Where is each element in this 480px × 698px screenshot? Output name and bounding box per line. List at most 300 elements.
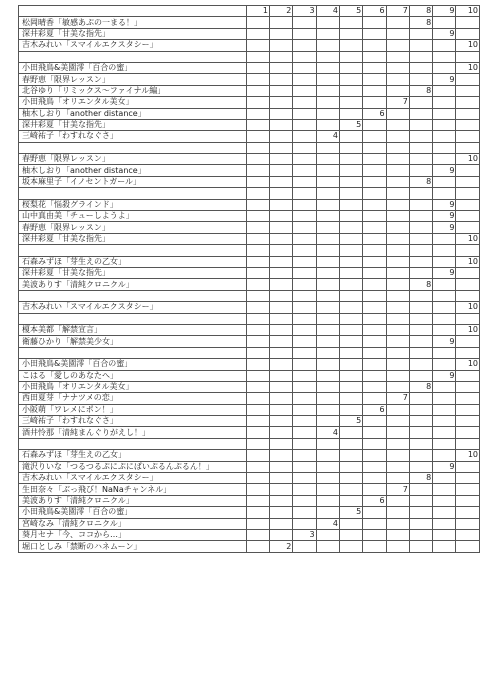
empty-cell[interactable]	[386, 347, 409, 358]
empty-cell[interactable]	[316, 370, 339, 381]
score-cell[interactable]: 5	[339, 119, 362, 130]
header-col-1[interactable]: 1	[246, 6, 269, 17]
empty-cell[interactable]	[363, 381, 386, 392]
empty-cell[interactable]	[316, 165, 339, 176]
empty-cell[interactable]	[316, 438, 339, 449]
empty-cell[interactable]	[293, 199, 316, 210]
header-col-4[interactable]: 4	[316, 6, 339, 17]
empty-cell[interactable]	[293, 507, 316, 518]
entry-name-cell[interactable]: 衛藤ひかり「解禁美少女」	[19, 336, 247, 347]
empty-cell[interactable]	[339, 404, 362, 415]
empty-cell[interactable]	[409, 541, 432, 552]
entry-name-cell[interactable]	[19, 245, 247, 256]
empty-cell[interactable]	[409, 108, 432, 119]
empty-cell[interactable]	[456, 165, 480, 176]
score-cell[interactable]: 9	[433, 211, 456, 222]
empty-cell[interactable]	[363, 359, 386, 370]
empty-cell[interactable]	[293, 324, 316, 335]
empty-cell[interactable]	[293, 154, 316, 165]
empty-cell[interactable]	[246, 222, 269, 233]
empty-cell[interactable]	[293, 541, 316, 552]
empty-cell[interactable]	[433, 245, 456, 256]
empty-cell[interactable]	[363, 484, 386, 495]
empty-cell[interactable]	[433, 119, 456, 130]
empty-cell[interactable]	[363, 142, 386, 153]
entry-name-cell[interactable]: 桜梨花「悩殺グラインド」	[19, 199, 247, 210]
empty-cell[interactable]	[339, 359, 362, 370]
empty-cell[interactable]	[293, 438, 316, 449]
empty-cell[interactable]	[433, 142, 456, 153]
empty-cell[interactable]	[246, 438, 269, 449]
empty-cell[interactable]	[293, 290, 316, 301]
empty-cell[interactable]	[433, 233, 456, 244]
empty-cell[interactable]	[433, 97, 456, 108]
entry-name-cell[interactable]: 深井彩夏「甘美な指先」	[19, 267, 247, 278]
empty-cell[interactable]	[363, 188, 386, 199]
entry-name-cell[interactable]: 小阪萌「ワレメにポン！」	[19, 404, 247, 415]
empty-cell[interactable]	[456, 404, 480, 415]
empty-cell[interactable]	[293, 165, 316, 176]
empty-cell[interactable]	[363, 165, 386, 176]
score-cell[interactable]: 5	[339, 507, 362, 518]
empty-cell[interactable]	[293, 142, 316, 153]
empty-cell[interactable]	[386, 324, 409, 335]
entry-name-cell[interactable]: 深井彩夏「甘美な指先」	[19, 119, 247, 130]
empty-cell[interactable]	[269, 404, 292, 415]
empty-cell[interactable]	[363, 427, 386, 438]
entry-name-cell[interactable]: 北谷ゆり「リミックス～ファイナル編」	[19, 85, 247, 96]
empty-cell[interactable]	[409, 97, 432, 108]
empty-cell[interactable]	[433, 529, 456, 540]
empty-cell[interactable]	[456, 427, 480, 438]
empty-cell[interactable]	[433, 541, 456, 552]
empty-cell[interactable]	[409, 245, 432, 256]
score-cell[interactable]: 9	[433, 222, 456, 233]
empty-cell[interactable]	[316, 324, 339, 335]
empty-cell[interactable]	[409, 518, 432, 529]
empty-cell[interactable]	[386, 108, 409, 119]
score-cell[interactable]: 2	[269, 541, 292, 552]
empty-cell[interactable]	[409, 370, 432, 381]
empty-cell[interactable]	[269, 211, 292, 222]
score-cell[interactable]: 5	[339, 416, 362, 427]
empty-cell[interactable]	[269, 438, 292, 449]
header-col-3[interactable]: 3	[293, 6, 316, 17]
empty-cell[interactable]	[456, 541, 480, 552]
empty-cell[interactable]	[246, 302, 269, 313]
empty-cell[interactable]	[316, 347, 339, 358]
empty-cell[interactable]	[409, 165, 432, 176]
empty-cell[interactable]	[409, 529, 432, 540]
empty-cell[interactable]	[386, 74, 409, 85]
empty-cell[interactable]	[293, 17, 316, 28]
empty-cell[interactable]	[386, 313, 409, 324]
empty-cell[interactable]	[293, 279, 316, 290]
empty-cell[interactable]	[339, 336, 362, 347]
empty-cell[interactable]	[386, 302, 409, 313]
empty-cell[interactable]	[269, 359, 292, 370]
header-name-cell[interactable]	[19, 6, 247, 17]
empty-cell[interactable]	[269, 51, 292, 62]
empty-cell[interactable]	[246, 484, 269, 495]
empty-cell[interactable]	[409, 28, 432, 39]
entry-name-cell[interactable]: 西田夏芽「ナナツメの恋」	[19, 393, 247, 404]
entry-name-cell[interactable]: 春野恵「限界レッスン」	[19, 222, 247, 233]
empty-cell[interactable]	[363, 17, 386, 28]
empty-cell[interactable]	[456, 188, 480, 199]
empty-cell[interactable]	[293, 176, 316, 187]
score-cell[interactable]: 10	[456, 154, 480, 165]
empty-cell[interactable]	[363, 233, 386, 244]
empty-cell[interactable]	[316, 142, 339, 153]
entry-name-cell[interactable]: 堀口としみ「禁断のハネムーン」	[19, 541, 247, 552]
empty-cell[interactable]	[363, 40, 386, 51]
empty-cell[interactable]	[246, 381, 269, 392]
empty-cell[interactable]	[386, 279, 409, 290]
empty-cell[interactable]	[433, 17, 456, 28]
empty-cell[interactable]	[269, 518, 292, 529]
empty-cell[interactable]	[433, 427, 456, 438]
empty-cell[interactable]	[246, 28, 269, 39]
empty-cell[interactable]	[293, 188, 316, 199]
empty-cell[interactable]	[386, 359, 409, 370]
empty-cell[interactable]	[339, 324, 362, 335]
empty-cell[interactable]	[363, 279, 386, 290]
empty-cell[interactable]	[246, 199, 269, 210]
empty-cell[interactable]	[246, 347, 269, 358]
empty-cell[interactable]	[293, 370, 316, 381]
empty-cell[interactable]	[316, 404, 339, 415]
empty-cell[interactable]	[363, 222, 386, 233]
empty-cell[interactable]	[409, 290, 432, 301]
empty-cell[interactable]	[339, 211, 362, 222]
empty-cell[interactable]	[363, 336, 386, 347]
empty-cell[interactable]	[293, 222, 316, 233]
empty-cell[interactable]	[339, 529, 362, 540]
empty-cell[interactable]	[246, 518, 269, 529]
empty-cell[interactable]	[456, 290, 480, 301]
empty-cell[interactable]	[293, 302, 316, 313]
header-col-9[interactable]: 9	[433, 6, 456, 17]
score-cell[interactable]: 8	[409, 381, 432, 392]
empty-cell[interactable]	[456, 473, 480, 484]
empty-cell[interactable]	[293, 404, 316, 415]
empty-cell[interactable]	[293, 74, 316, 85]
entry-name-cell[interactable]: 三崎祐子「わすれなぐさ」	[19, 416, 247, 427]
empty-cell[interactable]	[269, 199, 292, 210]
entry-name-cell[interactable]: 美波ありす「清純クロニクル」	[19, 279, 247, 290]
empty-cell[interactable]	[386, 176, 409, 187]
empty-cell[interactable]	[433, 51, 456, 62]
empty-cell[interactable]	[409, 51, 432, 62]
empty-cell[interactable]	[316, 416, 339, 427]
empty-cell[interactable]	[456, 222, 480, 233]
empty-cell[interactable]	[433, 131, 456, 142]
score-cell[interactable]: 4	[316, 427, 339, 438]
empty-cell[interactable]	[433, 279, 456, 290]
empty-cell[interactable]	[409, 222, 432, 233]
score-cell[interactable]: 8	[409, 279, 432, 290]
entry-name-cell[interactable]: 葵月セナ「今、ココから…」	[19, 529, 247, 540]
score-cell[interactable]: 7	[386, 97, 409, 108]
empty-cell[interactable]	[409, 359, 432, 370]
empty-cell[interactable]	[386, 438, 409, 449]
empty-cell[interactable]	[293, 416, 316, 427]
entry-name-cell[interactable]: 小田飛鳥&美園澪「百合の蜜」	[19, 62, 247, 73]
empty-cell[interactable]	[386, 165, 409, 176]
empty-cell[interactable]	[433, 450, 456, 461]
empty-cell[interactable]	[269, 450, 292, 461]
empty-cell[interactable]	[246, 507, 269, 518]
empty-cell[interactable]	[433, 484, 456, 495]
empty-cell[interactable]	[386, 495, 409, 506]
empty-cell[interactable]	[409, 302, 432, 313]
empty-cell[interactable]	[316, 119, 339, 130]
score-cell[interactable]: 9	[433, 336, 456, 347]
empty-cell[interactable]	[433, 359, 456, 370]
empty-cell[interactable]	[433, 404, 456, 415]
score-cell[interactable]: 10	[456, 359, 480, 370]
empty-cell[interactable]	[246, 85, 269, 96]
empty-cell[interactable]	[269, 245, 292, 256]
empty-cell[interactable]	[433, 381, 456, 392]
entry-name-cell[interactable]	[19, 290, 247, 301]
empty-cell[interactable]	[246, 17, 269, 28]
score-cell[interactable]: 6	[363, 404, 386, 415]
empty-cell[interactable]	[316, 529, 339, 540]
empty-cell[interactable]	[246, 256, 269, 267]
entry-name-cell[interactable]: 石森みずほ「芽生えの乙女」	[19, 256, 247, 267]
empty-cell[interactable]	[293, 461, 316, 472]
empty-cell[interactable]	[386, 188, 409, 199]
empty-cell[interactable]	[269, 233, 292, 244]
empty-cell[interactable]	[386, 427, 409, 438]
empty-cell[interactable]	[293, 97, 316, 108]
score-cell[interactable]: 7	[386, 484, 409, 495]
empty-cell[interactable]	[363, 370, 386, 381]
empty-cell[interactable]	[316, 74, 339, 85]
empty-cell[interactable]	[269, 416, 292, 427]
empty-cell[interactable]	[386, 267, 409, 278]
empty-cell[interactable]	[456, 51, 480, 62]
empty-cell[interactable]	[269, 324, 292, 335]
empty-cell[interactable]	[386, 131, 409, 142]
empty-cell[interactable]	[246, 154, 269, 165]
empty-cell[interactable]	[316, 40, 339, 51]
empty-cell[interactable]	[246, 404, 269, 415]
entry-name-cell[interactable]: 山中真由美「チューしようよ」	[19, 211, 247, 222]
empty-cell[interactable]	[246, 188, 269, 199]
empty-cell[interactable]	[409, 256, 432, 267]
empty-cell[interactable]	[433, 347, 456, 358]
empty-cell[interactable]	[409, 131, 432, 142]
empty-cell[interactable]	[363, 438, 386, 449]
empty-cell[interactable]	[339, 473, 362, 484]
score-cell[interactable]: 6	[363, 495, 386, 506]
empty-cell[interactable]	[269, 381, 292, 392]
empty-cell[interactable]	[269, 336, 292, 347]
empty-cell[interactable]	[246, 393, 269, 404]
entry-name-cell[interactable]: 吉木みれい「スマイルエクスタシー」	[19, 40, 247, 51]
entry-name-cell[interactable]: 柚木しおり「another distance」	[19, 165, 247, 176]
entry-name-cell[interactable]: 吉木みれい「スマイルエクスタシー」	[19, 473, 247, 484]
empty-cell[interactable]	[269, 302, 292, 313]
empty-cell[interactable]	[339, 267, 362, 278]
empty-cell[interactable]	[246, 142, 269, 153]
empty-cell[interactable]	[339, 154, 362, 165]
entry-name-cell[interactable]: こはる「愛しのあなたへ」	[19, 370, 247, 381]
empty-cell[interactable]	[363, 131, 386, 142]
empty-cell[interactable]	[316, 199, 339, 210]
empty-cell[interactable]	[316, 211, 339, 222]
empty-cell[interactable]	[339, 518, 362, 529]
empty-cell[interactable]	[456, 347, 480, 358]
empty-cell[interactable]	[456, 416, 480, 427]
header-col-2[interactable]: 2	[269, 6, 292, 17]
empty-cell[interactable]	[363, 28, 386, 39]
empty-cell[interactable]	[433, 62, 456, 73]
empty-cell[interactable]	[363, 85, 386, 96]
score-cell[interactable]: 9	[433, 199, 456, 210]
empty-cell[interactable]	[433, 188, 456, 199]
empty-cell[interactable]	[339, 28, 362, 39]
empty-cell[interactable]	[246, 541, 269, 552]
empty-cell[interactable]	[246, 416, 269, 427]
empty-cell[interactable]	[269, 495, 292, 506]
empty-cell[interactable]	[456, 199, 480, 210]
empty-cell[interactable]	[433, 313, 456, 324]
empty-cell[interactable]	[339, 131, 362, 142]
empty-cell[interactable]	[363, 256, 386, 267]
empty-cell[interactable]	[409, 461, 432, 472]
empty-cell[interactable]	[293, 85, 316, 96]
empty-cell[interactable]	[293, 359, 316, 370]
header-col-8[interactable]: 8	[409, 6, 432, 17]
empty-cell[interactable]	[386, 529, 409, 540]
empty-cell[interactable]	[456, 529, 480, 540]
score-cell[interactable]: 9	[433, 165, 456, 176]
empty-cell[interactable]	[339, 233, 362, 244]
empty-cell[interactable]	[433, 154, 456, 165]
empty-cell[interactable]	[363, 416, 386, 427]
empty-cell[interactable]	[456, 461, 480, 472]
empty-cell[interactable]	[269, 507, 292, 518]
entry-name-cell[interactable]: 春野恵「限界レッスン」	[19, 154, 247, 165]
entry-name-cell[interactable]	[19, 188, 247, 199]
empty-cell[interactable]	[409, 62, 432, 73]
empty-cell[interactable]	[246, 119, 269, 130]
score-cell[interactable]: 8	[409, 17, 432, 28]
empty-cell[interactable]	[246, 165, 269, 176]
entry-name-cell[interactable]: 生田奈々「ぶっ飛び！NaNaチャンネル」	[19, 484, 247, 495]
empty-cell[interactable]	[456, 142, 480, 153]
empty-cell[interactable]	[386, 245, 409, 256]
score-cell[interactable]: 10	[456, 324, 480, 335]
empty-cell[interactable]	[433, 176, 456, 187]
empty-cell[interactable]	[386, 211, 409, 222]
empty-cell[interactable]	[269, 529, 292, 540]
empty-cell[interactable]	[339, 370, 362, 381]
empty-cell[interactable]	[293, 233, 316, 244]
empty-cell[interactable]	[293, 28, 316, 39]
empty-cell[interactable]	[386, 381, 409, 392]
empty-cell[interactable]	[386, 62, 409, 73]
empty-cell[interactable]	[409, 74, 432, 85]
empty-cell[interactable]	[386, 199, 409, 210]
score-cell[interactable]: 10	[456, 256, 480, 267]
empty-cell[interactable]	[316, 62, 339, 73]
empty-cell[interactable]	[293, 256, 316, 267]
empty-cell[interactable]	[409, 507, 432, 518]
empty-cell[interactable]	[246, 176, 269, 187]
empty-cell[interactable]	[386, 461, 409, 472]
empty-cell[interactable]	[293, 427, 316, 438]
empty-cell[interactable]	[246, 51, 269, 62]
empty-cell[interactable]	[293, 211, 316, 222]
empty-cell[interactable]	[386, 541, 409, 552]
empty-cell[interactable]	[316, 461, 339, 472]
score-cell[interactable]: 3	[293, 529, 316, 540]
empty-cell[interactable]	[293, 381, 316, 392]
empty-cell[interactable]	[433, 85, 456, 96]
entry-name-cell[interactable]	[19, 347, 247, 358]
empty-cell[interactable]	[339, 74, 362, 85]
empty-cell[interactable]	[339, 381, 362, 392]
empty-cell[interactable]	[433, 256, 456, 267]
empty-cell[interactable]	[409, 427, 432, 438]
score-cell[interactable]: 4	[316, 518, 339, 529]
empty-cell[interactable]	[386, 256, 409, 267]
empty-cell[interactable]	[339, 541, 362, 552]
empty-cell[interactable]	[339, 62, 362, 73]
empty-cell[interactable]	[339, 85, 362, 96]
empty-cell[interactable]	[269, 484, 292, 495]
empty-cell[interactable]	[409, 267, 432, 278]
score-cell[interactable]: 7	[386, 393, 409, 404]
empty-cell[interactable]	[456, 484, 480, 495]
empty-cell[interactable]	[409, 188, 432, 199]
empty-cell[interactable]	[339, 279, 362, 290]
empty-cell[interactable]	[246, 40, 269, 51]
empty-cell[interactable]	[269, 393, 292, 404]
empty-cell[interactable]	[386, 336, 409, 347]
empty-cell[interactable]	[363, 176, 386, 187]
empty-cell[interactable]	[363, 62, 386, 73]
empty-cell[interactable]	[363, 393, 386, 404]
empty-cell[interactable]	[456, 393, 480, 404]
empty-cell[interactable]	[269, 108, 292, 119]
empty-cell[interactable]	[409, 404, 432, 415]
empty-cell[interactable]	[433, 324, 456, 335]
empty-cell[interactable]	[246, 359, 269, 370]
empty-cell[interactable]	[269, 290, 292, 301]
empty-cell[interactable]	[433, 416, 456, 427]
empty-cell[interactable]	[293, 347, 316, 358]
empty-cell[interactable]	[293, 495, 316, 506]
empty-cell[interactable]	[456, 211, 480, 222]
empty-cell[interactable]	[339, 347, 362, 358]
header-col-10[interactable]: 10	[456, 6, 480, 17]
empty-cell[interactable]	[269, 74, 292, 85]
empty-cell[interactable]	[409, 336, 432, 347]
empty-cell[interactable]	[316, 233, 339, 244]
empty-cell[interactable]	[386, 370, 409, 381]
empty-cell[interactable]	[246, 529, 269, 540]
score-cell[interactable]: 9	[433, 370, 456, 381]
header-col-5[interactable]: 5	[339, 6, 362, 17]
empty-cell[interactable]	[456, 74, 480, 85]
empty-cell[interactable]	[246, 313, 269, 324]
